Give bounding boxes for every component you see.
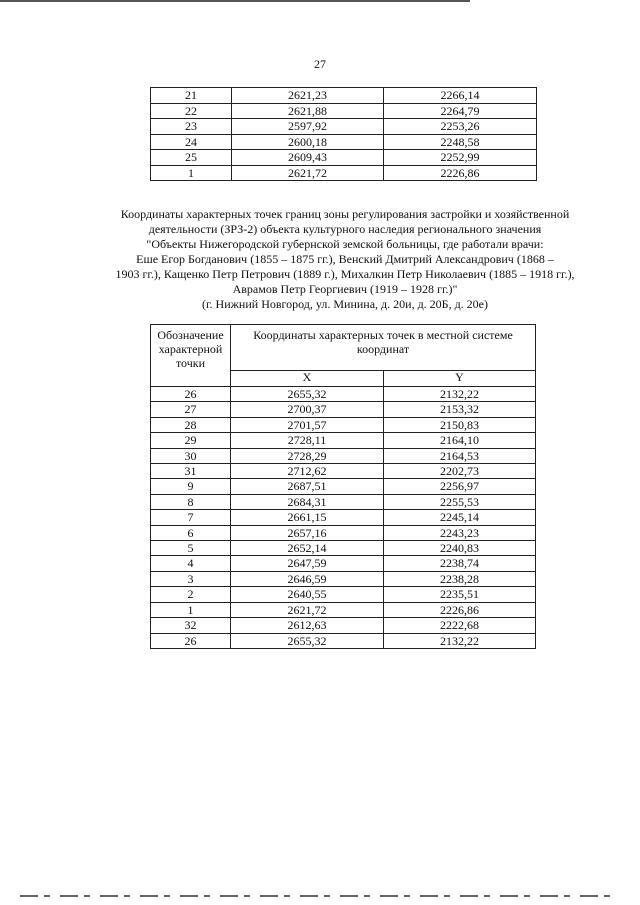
y-coordinate-cell: 2245,14 <box>384 510 536 525</box>
table-row <box>151 479 536 494</box>
point-number-cell: 27 <box>151 402 231 417</box>
y-coordinate-cell: 2132,22 <box>384 633 536 648</box>
point-number-cell: 31 <box>151 464 231 479</box>
y-coordinate-cell: 2264,79 <box>384 103 537 119</box>
coordinates-table <box>150 324 536 649</box>
x-coordinate-cell: 2687,51 <box>231 479 384 494</box>
y-coordinate-cell: 2256,97 <box>384 479 536 494</box>
heading-line: Аврамов Петр Георгиевич (1919 – 1928 гг.)" <box>232 282 458 296</box>
x-coordinate-cell: 2612,63 <box>231 618 384 633</box>
point-number-cell: 29 <box>151 433 231 448</box>
x-coordinate-cell: 2647,59 <box>231 556 384 571</box>
heading-line: деятельности (ЗРЗ-2) объекта культурного наследия регионального значения <box>148 222 542 236</box>
x-coordinate-cell: 2609,43 <box>232 150 384 166</box>
table-row <box>151 402 536 417</box>
point-number-cell: 4 <box>151 556 231 571</box>
y-coordinate-cell: 2150,83 <box>384 417 536 432</box>
x-coordinate-cell: 2657,16 <box>231 525 384 540</box>
section-heading <box>95 207 595 312</box>
x-coordinate-cell: 2652,14 <box>231 541 384 556</box>
heading-line: Координаты характерных точек границ зоны регулирования застройки и хозяйственной <box>120 207 570 221</box>
heading-line: Еше Егор Богданович (1855 – 1875 гг.), Венский Дмитрий Александрович (1868 – <box>136 252 554 266</box>
point-number-cell: 26 <box>151 633 231 648</box>
point-number-cell: 7 <box>151 510 231 525</box>
y-coordinate-cell: 2226,86 <box>384 602 536 617</box>
point-number-cell: 22 <box>151 103 232 119</box>
y-coordinate-cell: 2266,14 <box>384 88 537 104</box>
point-number-cell: 1 <box>151 602 231 617</box>
y-coordinate-cell: 2240,83 <box>384 541 536 556</box>
y-coordinate-cell: 2252,99 <box>384 150 537 166</box>
table-row <box>151 433 536 448</box>
point-number-cell: 5 <box>151 541 231 556</box>
table-row <box>151 510 536 525</box>
x-coordinate-cell: 2712,62 <box>231 464 384 479</box>
table-row <box>151 587 536 602</box>
bottom-scan-marks <box>20 895 620 897</box>
header-coords: Координаты характерных точек в местной системе координат <box>231 325 536 371</box>
top-scan-rule <box>0 0 470 2</box>
x-coordinate-cell: 2621,23 <box>232 88 384 104</box>
table-row <box>151 464 536 479</box>
x-coordinate-cell: 2728,11 <box>231 433 384 448</box>
point-number-cell: 28 <box>151 417 231 432</box>
point-number-cell: 2 <box>151 587 231 602</box>
x-coordinate-cell: 2597,92 <box>232 119 384 135</box>
table-row <box>151 618 536 633</box>
y-coordinate-cell: 2226,86 <box>384 165 537 181</box>
x-coordinate-cell: 2621,88 <box>232 103 384 119</box>
point-number-cell: 23 <box>151 119 232 135</box>
point-number-cell: 26 <box>151 387 231 402</box>
x-coordinate-cell: 2728,29 <box>231 448 384 463</box>
point-number-cell: 9 <box>151 479 231 494</box>
x-coordinate-cell: 2640,55 <box>231 587 384 602</box>
y-coordinate-cell: 2222,68 <box>384 618 536 633</box>
x-coordinate-cell: 2621,72 <box>232 165 384 181</box>
x-coordinate-cell: 2621,72 <box>231 602 384 617</box>
point-number-cell: 3 <box>151 571 231 586</box>
table-row <box>151 556 536 571</box>
heading-line: "Объекты Нижегородской губернской земской больницы, где работали врачи: <box>146 237 544 251</box>
y-coordinate-cell: 2164,53 <box>384 448 536 463</box>
heading-line: 1903 гг.), Кащенко Петр Петрович (1889 г.), Михалкин Петр Николаевич (1885 – 1918 гг.), <box>115 267 575 281</box>
point-number-cell: 32 <box>151 618 231 633</box>
header-y: Y <box>384 370 536 386</box>
y-coordinate-cell: 2153,32 <box>384 402 536 417</box>
table-row <box>151 571 536 586</box>
table2-body <box>151 387 536 649</box>
y-coordinate-cell: 2255,53 <box>384 494 536 509</box>
point-number-cell: 1 <box>151 165 232 181</box>
table-row <box>151 633 536 648</box>
x-coordinate-cell: 2700,37 <box>231 402 384 417</box>
x-coordinate-cell: 2701,57 <box>231 417 384 432</box>
y-coordinate-cell: 2132,22 <box>384 387 536 402</box>
table-row <box>151 387 536 402</box>
table-row <box>151 134 537 150</box>
point-number-cell: 6 <box>151 525 231 540</box>
point-number-cell: 8 <box>151 494 231 509</box>
table2-header <box>151 325 536 387</box>
table-row <box>151 541 536 556</box>
x-coordinate-cell: 2600,18 <box>232 134 384 150</box>
table-row <box>151 103 537 119</box>
coordinates-table-continued <box>150 87 537 181</box>
table-row <box>151 448 536 463</box>
header-x: X <box>231 370 384 386</box>
y-coordinate-cell: 2164,10 <box>384 433 536 448</box>
x-coordinate-cell: 2661,15 <box>231 510 384 525</box>
y-coordinate-cell: 2202,73 <box>384 464 536 479</box>
point-number-cell: 30 <box>151 448 231 463</box>
table-row <box>151 525 536 540</box>
x-coordinate-cell: 2655,32 <box>231 633 384 648</box>
table-row <box>151 119 537 135</box>
page-number: 27 <box>314 57 326 71</box>
table-row <box>151 417 536 432</box>
heading-line: (г. Нижний Новгород, ул. Минина, д. 20и, д. 20Б, д. 20е) <box>201 297 489 311</box>
y-coordinate-cell: 2253,26 <box>384 119 537 135</box>
x-coordinate-cell: 2646,59 <box>231 571 384 586</box>
table-row <box>151 602 536 617</box>
point-number-cell: 24 <box>151 134 232 150</box>
y-coordinate-cell: 2235,51 <box>384 587 536 602</box>
y-coordinate-cell: 2248,58 <box>384 134 537 150</box>
table1-body <box>151 88 537 181</box>
x-coordinate-cell: 2684,31 <box>231 494 384 509</box>
y-coordinate-cell: 2243,23 <box>384 525 536 540</box>
table-row <box>151 88 537 104</box>
table-row <box>151 165 537 181</box>
table-row <box>151 494 536 509</box>
point-number-cell: 25 <box>151 150 232 166</box>
point-number-cell: 21 <box>151 88 232 104</box>
y-coordinate-cell: 2238,28 <box>384 571 536 586</box>
header-point: Обозначение характерной точки <box>151 325 231 387</box>
x-coordinate-cell: 2655,32 <box>231 387 384 402</box>
table-row <box>151 150 537 166</box>
y-coordinate-cell: 2238,74 <box>384 556 536 571</box>
